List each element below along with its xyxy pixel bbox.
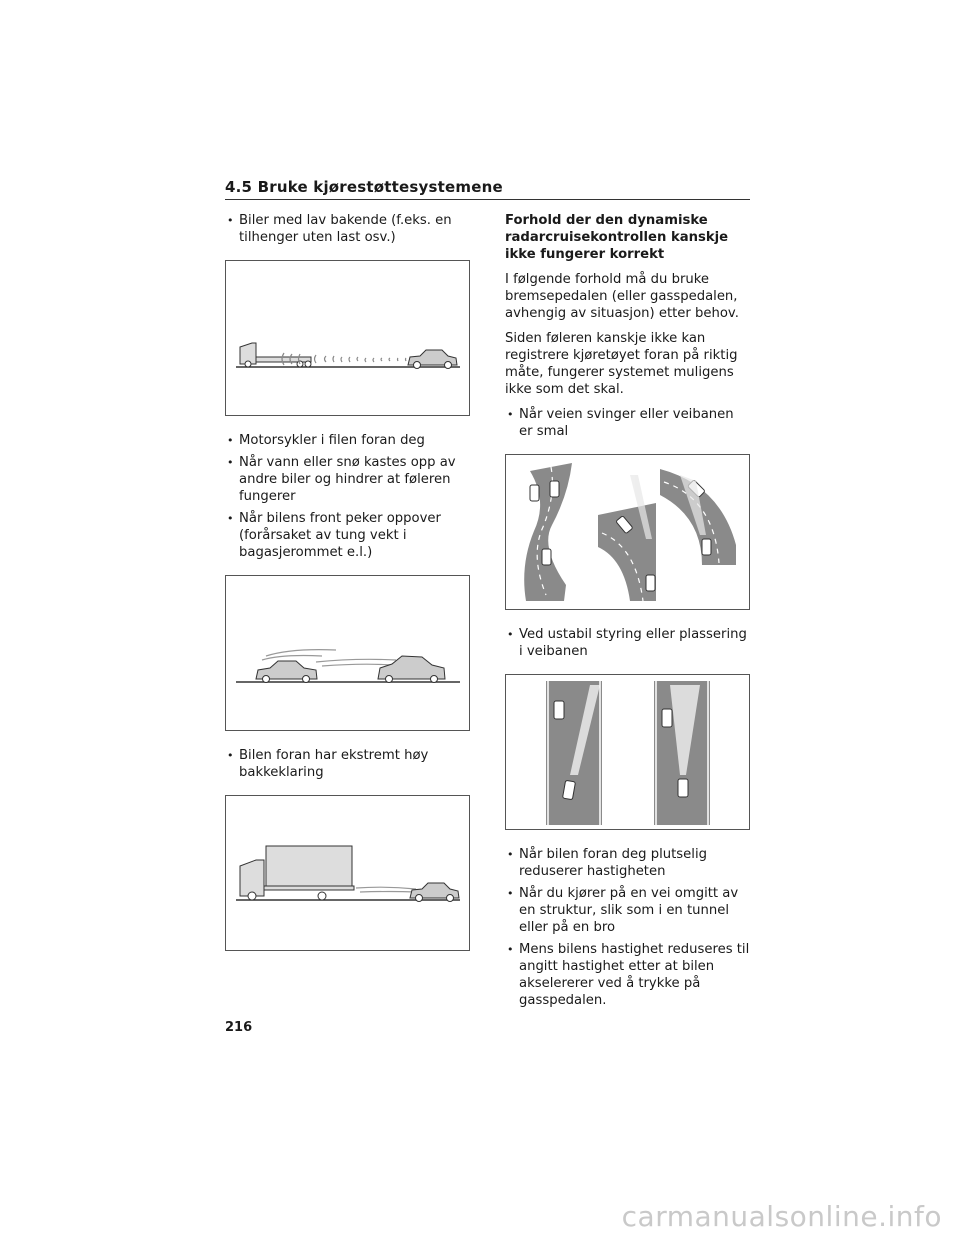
watermark: carmanualsonline.info: [621, 1200, 942, 1233]
list-item: • Når bilens front peker oppover (forårsaket av tung vekt i bagasjerommet e.l.): [225, 510, 470, 561]
list-item: • Når du kjører på en vei omgitt av en struktur, slik som i en tunnel eller på en bro: [505, 885, 750, 936]
section-header: 4.5 Bruke kjørestøttesystemene: [225, 178, 750, 200]
car-icon: [678, 779, 688, 797]
list-item: • Når bilen foran deg plutselig reduserer hastigheten: [505, 846, 750, 880]
car-icon: [646, 575, 655, 591]
figure-unstable-lane: [505, 674, 750, 830]
left-column: [225, 212, 470, 967]
subheading: Forhold der den dynamiske radarcruisekontrollen kanskje ikke fungerer korrekt: [505, 213, 729, 262]
car-icon: [662, 709, 672, 727]
figure-low-rear-trailer: [225, 260, 470, 416]
figure-curved-roads: [505, 454, 750, 610]
list-item: • Motorsykler i filen foran deg: [225, 432, 470, 449]
list-item: • Når veien svinger eller veibanen er smal: [505, 406, 750, 440]
truck-icon: [240, 846, 354, 900]
list-item: • Ved ustabil styring eller plassering i veibanen: [505, 626, 750, 660]
figure-nose-up-car: [225, 575, 470, 731]
figure-high-clearance-truck: [225, 795, 470, 951]
right-column: [505, 212, 750, 1014]
car-icon: [542, 549, 551, 565]
list-item: • Biler med lav bakende (f.eks. en tilhenger uten last osv.): [225, 212, 470, 246]
page-number: 216: [225, 1020, 253, 1035]
car-icon: [256, 661, 317, 683]
list-item: • Mens bilens hastighet reduseres til angitt hastighet etter at bilen akselererer ved å trykke på gasspedalen.: [505, 941, 750, 1009]
car-icon: [554, 701, 564, 719]
car-icon: [410, 883, 459, 902]
paragraph: Siden føleren kanskje ikke kan registrere kjøretøyet foran på riktig måte, fungerer systemet muligens ikke som det skal.: [505, 331, 738, 397]
paragraph: I følgende forhold må du bruke bremsepedalen (eller gasspedalen, avhengig av situasjon) etter behov.: [505, 272, 739, 321]
truck-icon: [240, 343, 311, 367]
car-icon: [702, 539, 711, 555]
car-icon: [550, 481, 559, 497]
list-item: • Bilen foran har ekstremt høy bakkeklaring: [225, 747, 470, 781]
list-item: • Når vann eller snø kastes opp av andre biler og hindrer at føleren fungerer: [225, 454, 470, 505]
car-icon: [408, 350, 457, 369]
car-icon: [530, 485, 539, 501]
